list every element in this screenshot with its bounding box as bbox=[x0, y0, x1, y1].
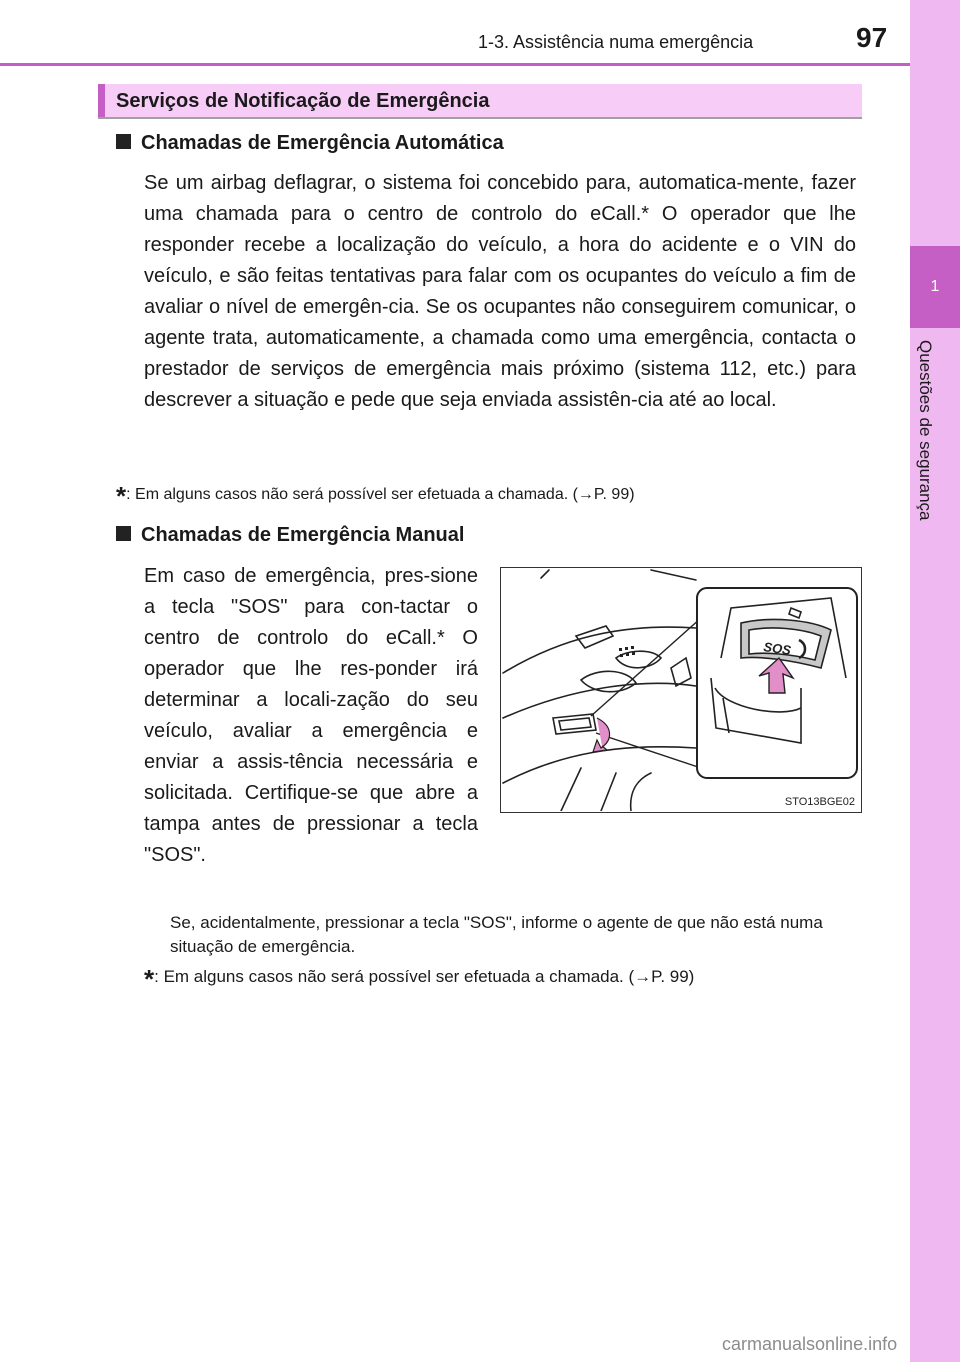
square-bullet-icon bbox=[116, 526, 131, 541]
asterisk-marker: * bbox=[144, 964, 155, 994]
square-bullet-icon bbox=[116, 134, 131, 149]
automatic-heading-text: Chamadas de Emergência Automática bbox=[141, 132, 504, 154]
manual-note: Se, acidentalmente, pressionar a tecla "SOS", informe o agente de que não está numa situação de emergência. bbox=[170, 913, 823, 956]
side-tab-chapter-number: 1 bbox=[910, 246, 960, 328]
automatic-footnote bbox=[116, 481, 635, 511]
manual-footnote-text: : Em alguns casos não será possível ser efetuada a chamada. (→P. 99) bbox=[154, 967, 695, 986]
side-tab bbox=[910, 0, 960, 1362]
manual-heading bbox=[116, 524, 464, 547]
header-rule bbox=[0, 63, 910, 66]
automatic-heading bbox=[116, 132, 504, 155]
sos-button-illustration bbox=[500, 567, 862, 813]
watermark: carmanualsonline.info bbox=[722, 1334, 898, 1354]
automatic-body: Se um airbag deflagrar, o sistema foi concebido para, automatica-mente, fazer uma chamada para o centro de controlo do eCall.* O operador que lhe responder recebe a localização do veículo, a hora do acidente e o VIN do veículo, e são feitas tentativas para falar com os ocupantes do veículo a fim de avaliar o nível de emergên-cia. Se os ocupantes não conseguirem comunicar, o agente trata, automaticamente, a chamada como uma emergência, contacta o prestador de serviços de emergência mais próximo (sistema 112, etc.) para descrever a situação e pede que seja enviada assistên-cia até ao local. bbox=[144, 172, 856, 411]
manual-body: Em caso de emergência, pres-sione a tecla "SOS" para con-tactar o centro de controlo do eCall.* O operador que lhe res-ponder irá determinar a locali-zação do seu veículo, avaliar a emergência e enviar a assis-tência necessária e solicitada. Certifique-se que abre a tampa antes de pressionar a tecla "SOS". bbox=[144, 565, 478, 866]
asterisk-marker: * bbox=[116, 481, 127, 511]
section-title: Serviços de Notificação de Emergência bbox=[116, 90, 490, 112]
figure-code: STO13BGE02 bbox=[784, 796, 855, 808]
manual-footnote bbox=[144, 964, 695, 994]
overhead-console-drawing bbox=[501, 568, 860, 811]
automatic-footnote-text: : Em alguns casos não será possível ser efetuada a chamada. (→P. 99) bbox=[126, 486, 635, 503]
section-banner bbox=[98, 84, 862, 119]
page-number: 97 bbox=[856, 22, 888, 53]
manual-heading-text: Chamadas de Emergência Manual bbox=[141, 524, 465, 546]
sos-label: SOS bbox=[762, 639, 792, 658]
chapter-title: 1-3. Assistência numa emergência bbox=[478, 32, 754, 52]
side-tab-label: Questões de segurança bbox=[916, 340, 935, 521]
